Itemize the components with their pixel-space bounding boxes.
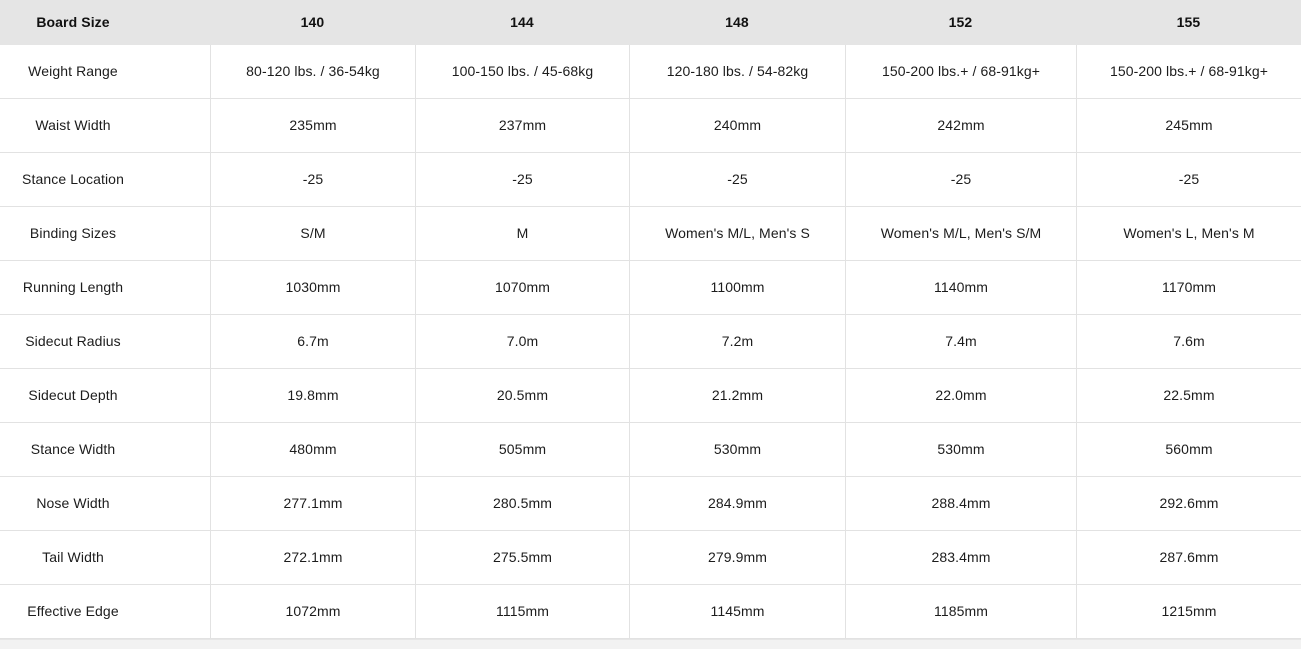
cell-value: 1115mm xyxy=(415,585,629,638)
table-row-weight-range xyxy=(0,45,1301,99)
cell-value: 150-200 lbs.+ / 68-91kg+ xyxy=(845,45,1076,98)
cell-value: 7.2m xyxy=(629,315,845,368)
row-label: Sidecut Depth xyxy=(28,387,118,404)
row-label: Sidecut Radius xyxy=(25,333,121,350)
cell-value: 237mm xyxy=(415,99,629,152)
cell-value: 292.6mm xyxy=(1076,477,1301,530)
cell-value: -25 xyxy=(1076,153,1301,206)
cell-value: 280.5mm xyxy=(415,477,629,530)
row-label: Stance Width xyxy=(30,441,116,458)
row-label: Tail Width xyxy=(42,549,104,566)
cell-value: 288.4mm xyxy=(845,477,1076,530)
cell-value: Women's L, Men's M xyxy=(1076,207,1301,260)
cell-value: -25 xyxy=(629,153,845,206)
table-row-stance-width xyxy=(0,423,1301,477)
column-header-size-144: 144 xyxy=(510,14,534,31)
cell-value: 530mm xyxy=(845,423,1076,476)
column-header-size-155: 155 xyxy=(1176,14,1201,31)
cell-value: -25 xyxy=(210,153,415,206)
column-header-size-148: 148 xyxy=(725,14,749,31)
cell-value: 272.1mm xyxy=(210,531,415,584)
cell-value: 505mm xyxy=(415,423,629,476)
table-row-effective-edge xyxy=(0,585,1301,639)
row-label: Nose Width xyxy=(36,495,110,512)
table-row-binding-sizes xyxy=(0,207,1301,261)
cell-value: 120-180 lbs. / 54-82kg xyxy=(629,45,845,98)
cell-value: 242mm xyxy=(845,99,1076,152)
cell-value: 284.9mm xyxy=(629,477,845,530)
cell-value: 279.9mm xyxy=(629,531,845,584)
table-row-sidecut-depth xyxy=(0,369,1301,423)
cell-value: 480mm xyxy=(210,423,415,476)
cell-value: 7.6m xyxy=(1076,315,1301,368)
table-row-stance-location xyxy=(0,153,1301,207)
cell-value: -25 xyxy=(845,153,1076,206)
next-section-edge xyxy=(0,639,1301,649)
cell-value: 19.8mm xyxy=(210,369,415,422)
cell-value: 150-200 lbs.+ / 68-91kg+ xyxy=(1076,45,1301,98)
cell-value: 1100mm xyxy=(629,261,845,314)
cell-value: S/M xyxy=(210,207,415,260)
cell-value: 80-120 lbs. / 36-54kg xyxy=(210,45,415,98)
table-header-row xyxy=(0,0,1301,45)
column-header-size-152: 152 xyxy=(948,14,973,31)
cell-value: 7.4m xyxy=(845,315,1076,368)
table-row-waist-width xyxy=(0,99,1301,153)
cell-value: 21.2mm xyxy=(629,369,845,422)
column-header-size-140: 140 xyxy=(300,14,325,31)
cell-value: 20.5mm xyxy=(415,369,629,422)
table-row-nose-width xyxy=(0,477,1301,531)
cell-value: 1030mm xyxy=(210,261,415,314)
cell-value: 1170mm xyxy=(1076,261,1301,314)
cell-value: 277.1mm xyxy=(210,477,415,530)
cell-value: 6.7m xyxy=(210,315,415,368)
row-label: Binding Sizes xyxy=(29,225,117,242)
cell-value: 7.0m xyxy=(415,315,629,368)
cell-value: 530mm xyxy=(629,423,845,476)
cell-value: 245mm xyxy=(1076,99,1301,152)
cell-value: 1185mm xyxy=(845,585,1076,638)
cell-value: 22.5mm xyxy=(1076,369,1301,422)
cell-value: 100-150 lbs. / 45-68kg xyxy=(415,45,629,98)
cell-value: 275.5mm xyxy=(415,531,629,584)
table-row-running-length xyxy=(0,261,1301,315)
cell-value: 22.0mm xyxy=(845,369,1076,422)
cell-value: 1140mm xyxy=(845,261,1076,314)
cell-value: -25 xyxy=(415,153,629,206)
table-row-tail-width xyxy=(0,531,1301,585)
row-label: Effective Edge xyxy=(27,603,119,620)
cell-value: 1145mm xyxy=(629,585,845,638)
cell-value: 283.4mm xyxy=(845,531,1076,584)
cell-value: 235mm xyxy=(210,99,415,152)
table-row-sidecut-radius xyxy=(0,315,1301,369)
cell-value: 1070mm xyxy=(415,261,629,314)
row-label: Waist Width xyxy=(35,117,111,134)
cell-value: 1072mm xyxy=(210,585,415,638)
row-label: Weight Range xyxy=(28,63,118,80)
cell-value: 287.6mm xyxy=(1076,531,1301,584)
row-label: Running Length xyxy=(22,279,124,296)
row-label: Stance Location xyxy=(22,171,124,188)
cell-value: Women's M/L, Men's S/M xyxy=(845,207,1076,260)
cell-value: 240mm xyxy=(629,99,845,152)
cell-value: 560mm xyxy=(1076,423,1301,476)
column-header-board-size: Board Size xyxy=(36,14,110,31)
cell-value: M xyxy=(415,207,629,260)
cell-value: 1215mm xyxy=(1076,585,1301,638)
cell-value: Women's M/L, Men's S xyxy=(629,207,845,260)
